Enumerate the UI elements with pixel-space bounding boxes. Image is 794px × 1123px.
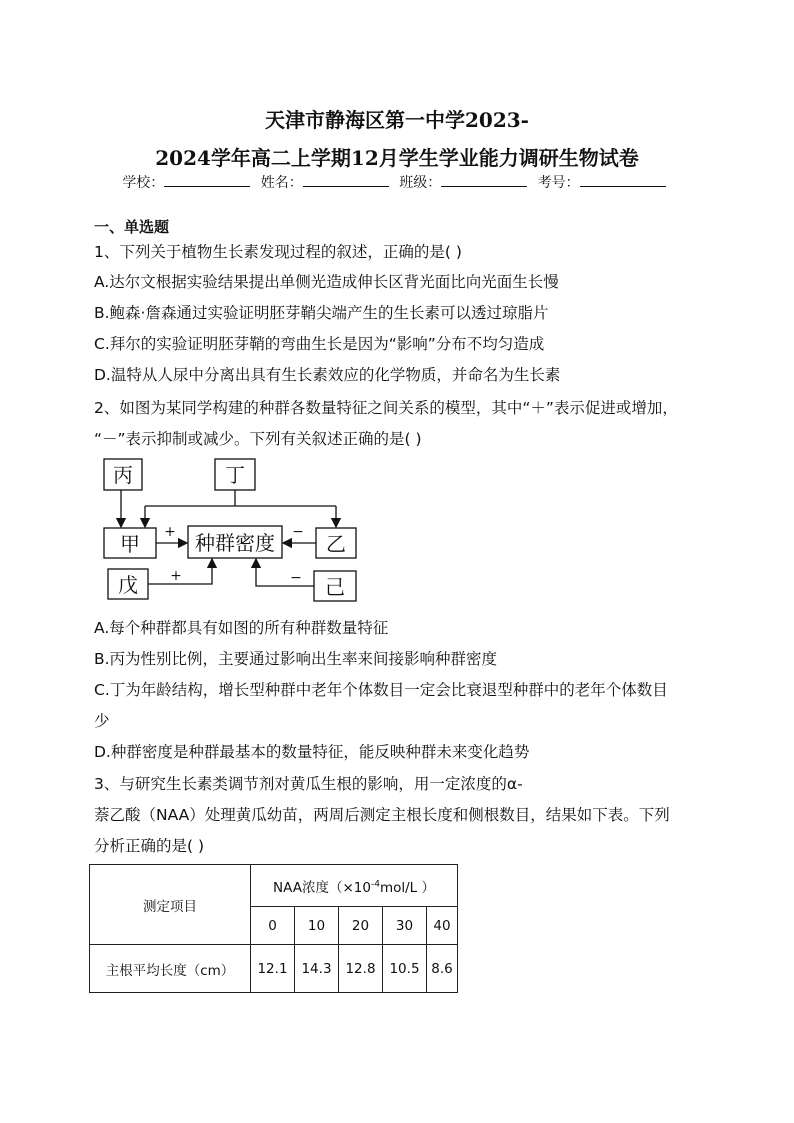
- student-info-row: [0, 172, 794, 192]
- row-value-cell: 12.8: [339, 945, 383, 993]
- label-bing: 丙: [113, 463, 133, 487]
- conc-exponent: -4: [370, 879, 380, 889]
- exam-title-line1: 天津市静海区第一中学2023-: [265, 108, 529, 132]
- q2-stem-line1: 2、如图为某同学构建的种群各数量特征之间关系的模型，其中“＋”表示促进或增加，: [94, 399, 678, 417]
- school-blank[interactable]: [164, 172, 250, 187]
- class-label: 班级：: [399, 175, 442, 191]
- class-blank[interactable]: [441, 172, 527, 187]
- q1-option-c: C.拜尔的实验证明胚芽鞘的弯曲生长是因为“影响”分布不均匀造成: [94, 335, 545, 353]
- q1-option-d: D.温特从人尿中分离出具有生长素效应的化学物质，并命名为生长素: [94, 366, 561, 384]
- label-center: 种群密度: [195, 531, 275, 555]
- q2-option-c-line2: 少: [94, 712, 110, 730]
- row-value-cell: 12.1: [251, 945, 295, 993]
- q2-stem-line2: “－”表示抑制或减少。下列有关叙述正确的是( ): [94, 430, 422, 448]
- label-ding: 丁: [225, 463, 245, 487]
- name-blank[interactable]: [303, 172, 389, 187]
- label-ji: 己: [325, 575, 345, 599]
- q1-option-b: B.鲍森·詹森通过实验证明胚芽鞘尖端产生的生长素可以透过琼脂片: [94, 304, 549, 322]
- naa-results-table: [89, 864, 458, 993]
- number-label: 考号：: [537, 175, 580, 191]
- q2-option-c-line1: C.丁为年龄结构，增长型种群中老年个体数目一定会比衰退型种群中的老年个体数目: [94, 681, 668, 699]
- item-header-cell: 测定项目: [90, 865, 251, 945]
- q3-stem-line2: 萘乙酸（NAA）处理黄瓜幼苗，两周后测定主根长度和侧根数目，结果如下表。下列: [94, 806, 670, 824]
- conc-unit: mol/L ）: [379, 879, 435, 896]
- number-blank[interactable]: [580, 172, 666, 187]
- row-label-cell: 主根平均长度（cm）: [90, 945, 251, 993]
- arrow-ji-center: [256, 559, 314, 586]
- q2-option-b: B.丙为性别比例，主要通过影响出生率来间接影响种群密度: [94, 650, 498, 668]
- q3-stem-line3: 分析正确的是( ): [94, 837, 205, 855]
- school-label: 学校：: [122, 175, 165, 191]
- exam-title-line2: 2024学年高二上学期12月学生学业能力调研生物试卷: [155, 146, 639, 170]
- sign-plus-jia: +: [164, 524, 176, 540]
- sign-plus-wu: +: [170, 568, 182, 584]
- q1-option-a: A.达尔文根据实验结果提出单侧光造成伸长区背光面比向光面生长慢: [94, 273, 559, 291]
- conc-header-text: NAA浓度（×10: [273, 879, 371, 896]
- label-yi: 乙: [326, 532, 346, 556]
- conc-value-cell: 20: [339, 907, 383, 945]
- conc-value-cell: 0: [251, 907, 295, 945]
- q1-stem: 1、下列关于植物生长素发现过程的叙述，正确的是( ): [94, 243, 462, 261]
- q2-option-a: A.每个种群都具有如图的所有种群数量特征: [94, 619, 389, 637]
- row-value-cell: 10.5: [383, 945, 427, 993]
- row-value-cell: 8.6: [427, 945, 458, 993]
- label-wu: 戊: [118, 573, 138, 597]
- population-model-diagram: [0, 450, 420, 610]
- sign-minus-yi: −: [292, 524, 304, 540]
- conc-header-cell: [251, 865, 458, 907]
- q3-stem-line1: 3、与研究生长素类调节剂对黄瓜生根的影响，用一定浓度的α-: [94, 775, 523, 793]
- q2-option-d: D.种群密度是种群最基本的数量特征，能反映种群未来变化趋势: [94, 743, 530, 761]
- conc-value-cell: 30: [383, 907, 427, 945]
- row-value-cell: 14.3: [295, 945, 339, 993]
- sign-minus-ji: −: [290, 570, 302, 586]
- section-heading: 一、单选题: [94, 218, 170, 236]
- name-label: 姓名：: [260, 175, 303, 191]
- conc-value-cell: 10: [295, 907, 339, 945]
- conc-value-cell: 40: [427, 907, 458, 945]
- label-jia: 甲: [120, 532, 140, 556]
